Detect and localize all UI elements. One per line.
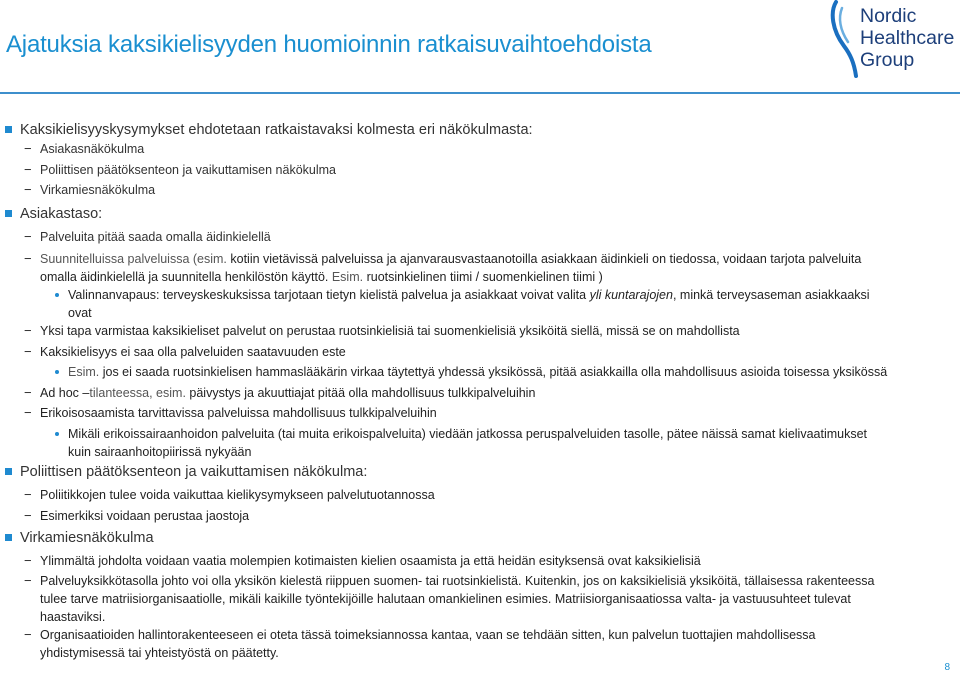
logo-line-2: Healthcare (860, 27, 955, 49)
list-item-text: Palveluita pitää saada omalla äidinkielellä (40, 230, 271, 244)
list-item-text: Virkamiesnäkökulma (20, 530, 154, 546)
list-item-text: Organisaatioiden hallintorakenteeseen ei oteta tässä toimeksiannossa kantaa, vaan se tehdään sitten, kun palvelun tuottajien mahdollisessa yhdistymisessä tai yhteistyöstä on päätetty. (40, 628, 816, 660)
list-item-text: Kaksikielisyys ei saa olla palveluiden saatavuuden este (40, 345, 346, 359)
list-item-text: Palveluyksikkötasolla johto voi olla yksikön kielestä riippuen suomen- tai ruotsinkielistä. Kuitenkin, jos on kaksikielisiä yksiköitä, tällaisessa rakenteessa tulee tarve matriisiorganisaatiolle, mikäli kaikille työntekijöille halutaan omankielinen esimies. Matriisiorganisaatiossa valta- ja vastuusuhteet tulevat haastaviksi. (40, 574, 875, 624)
title-divider (0, 92, 960, 94)
dash-bullet-icon: − (24, 508, 32, 523)
list-item-text: Mikäli erikoissairaanhoidon palveluita (tai muita erikoispalveluita) viedään jatkossa peruspalveluiden tasolle, pätee näissä samat kielivaatimukset kuin sairaanhoitopiirissä nykyään (68, 427, 868, 459)
logo-line-1: Nordic (860, 5, 917, 27)
list-item-text: Poliittisen päätöksenteon ja vaikuttamisen näkökulma (40, 163, 337, 177)
dot-bullet-icon (55, 293, 59, 297)
list-item-text: Asiakasnäkökulma (40, 142, 145, 156)
dash-bullet-icon: − (24, 487, 32, 502)
logo-line-3: Group (860, 49, 915, 71)
list-item-text: Suunnitelluissa palveluissa (esim. kotiin vietävissä palveluissa ja ajanvarausvastaanotoilla asiakkaan äidinkieli on tiedossa, voidaan tarjota palveluita omalla äidinkielellä ja suunnitella henkilöstön käyttö. Esim. ruotsinkielinen tiimi / suomenkielinen tiimi ) (40, 252, 862, 284)
dash-bullet-icon: − (24, 182, 32, 197)
list-item-text: Kaksikielisyyskysymykset ehdotetaan ratkaistavaksi kolmesta eri näkökulmasta: (20, 122, 533, 138)
dash-bullet-icon: − (24, 385, 32, 400)
dash-bullet-icon: − (24, 573, 32, 588)
list-item-text: Valinnanvapaus: terveyskeskuksissa tarjotaan tietyn kielistä palvelua ja asiakkaat voivat valita yli kuntarajojen, minkä terveysaseman asiakkaaksi ovat (68, 288, 870, 320)
list-item-text: Virkamiesnäkökulma (40, 183, 156, 197)
list-item-text: Yksi tapa varmistaa kaksikieliset palvelut on perustaa ruotsinkielisiä tai suomenkielisiä yksiköitä siellä, missä se on mahdollista (40, 324, 740, 338)
list-item-text: Asiakastaso: (20, 206, 103, 222)
dash-bullet-icon: − (24, 162, 32, 177)
square-bullet-icon (5, 534, 12, 541)
list-item-text: Poliittisen päätöksenteon ja vaikuttamisen näkökulma: (20, 464, 368, 480)
dot-bullet-icon (55, 370, 59, 374)
list-item-text: Erikoisosaamista tarvittavissa palveluissa mahdollisuus tulkkipalveluihin (40, 406, 437, 420)
dash-bullet-icon: − (24, 344, 32, 359)
page-number: 8 (944, 662, 950, 673)
dash-bullet-icon: − (24, 627, 32, 642)
square-bullet-icon (5, 210, 12, 217)
dash-bullet-icon: − (24, 323, 32, 338)
list-item-text: Ylimmältä johdolta voidaan vaatia molempien kotimaisten kielien osaamista ja että heidän esityksensä ovat kaksikielisiä (40, 554, 701, 568)
dash-bullet-icon: − (24, 553, 32, 568)
dash-bullet-icon: − (24, 141, 32, 156)
dot-bullet-icon (55, 432, 59, 436)
page-title: Ajatuksia kaksikielisyyden huomioinnin ratkaisuvaihtoehdoista (6, 31, 652, 58)
nordic-healthcare-group-logo (826, 0, 960, 80)
dash-bullet-icon: − (24, 405, 32, 420)
dash-bullet-icon: − (24, 251, 32, 266)
dash-bullet-icon: − (24, 229, 32, 244)
list-item-text: Esimerkiksi voidaan perustaa jaostoja (40, 509, 250, 523)
square-bullet-icon (5, 468, 12, 475)
square-bullet-icon (5, 126, 12, 133)
list-item-text: Ad hoc –tilanteessa, esim. päivystys ja akuuttiajat pitää olla mahdollisuus tulkkipalveluihin (40, 386, 536, 400)
list-item-text: Poliitikkojen tulee voida vaikuttaa kielikysymykseen palvelutuotannossa (40, 488, 435, 502)
list-item-text: Esim. jos ei saada ruotsinkielisen hammaslääkärin virkaa täytettyä yhdessä yksikössä, pitää asiakkailla olla mahdollisuus asioida toisessa yksikössä (68, 365, 888, 379)
